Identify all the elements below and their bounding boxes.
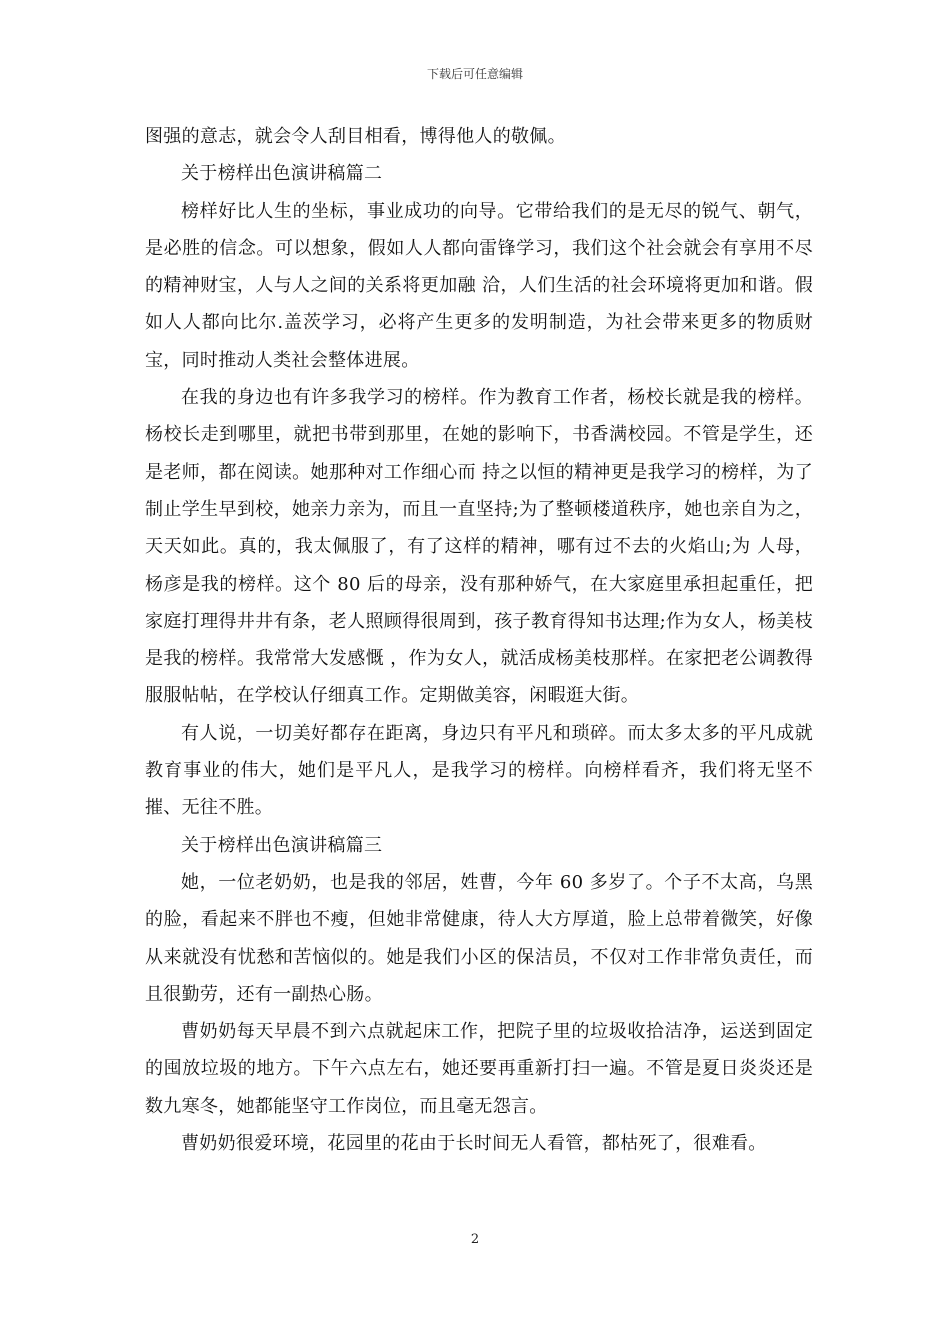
paragraph: 图强的意志，就会令人刮目相看，博得他人的敬佩。 xyxy=(145,126,566,147)
page-number: 2 xyxy=(470,1232,480,1247)
paragraph: 榜样好比人生的坐标，事业成功的向导。它带给我们的是无尽的锐气、朝气，是必胜的信念。可以想象，假如人人都向雷锋学习，我们这个社会就会有享用不尽的精神财宝，人与人之间的关系将更加融 洽，人们生活的社会环境将更加和谐。假如人人都向比尔.盖茨学习，必将产生更多的发明制造，为社会带来更多的物质财宝，同时推动人类社会整体进展。 xyxy=(145,200,813,371)
paragraph: 在我的身边也有许多我学习的榜样。作为教育工作者，杨校长就是我的榜样。杨校长走到哪里，就把书带到那里，在她的影响下，书香满校园。不管是学生，还是老师，都在阅读。她那种对工作细心而 持之以恒的精神更是我学习的榜样，为了制止学生早到校，她亲力亲为，而且一直坚持;为了整顿楼道秩序，她也亲自为之，天天如此。真的，我太佩服了，有了这样的精神，哪有过不去的火焰山;为 人母，杨彦是我的榜样。这个 80 后的母亲，没有那种娇气，在大家庭里承担起重任，把家庭打理得井井有条，老人照顾得很周到，孩子教育得知书达理;作为女人，杨美枝是我的榜样。我常常大发感慨 ，作为女人，就活成杨美枝那样。在家把老公调教得服服帖帖，在学校认仔细真工作。定期做美容，闲暇逛大街。 xyxy=(145,387,813,707)
section-heading: 关于榜样出色演讲稿篇二 xyxy=(181,163,383,185)
paragraph: 曹奶奶每天早晨不到六点就起床工作，把院子里的垃圾收拾洁净，运送到固定的囤放垃圾的地方。下午六点左右，她还要再重新打扫一遍。不管是夏日炎炎还是数九寒冬，她都能坚守工作岗位，而且毫无怨言。 xyxy=(145,1021,813,1117)
paragraph: 曹奶奶很爱环境，花园里的花由于长时间无人看管，都枯死了，很难看。 xyxy=(181,1133,767,1155)
document-body xyxy=(145,118,813,1162)
page-header: 下载后可任意编辑 xyxy=(426,67,523,81)
paragraph: 她，一位老奶奶，也是我的邻居，姓曹，今年 60 多岁了。个子不太高，乌黑的脸，看起来不胖也不瘦，但她非常健康，待人大方厚道，脸上总带着微笑，好像从来就没有忧愁和苦恼似的。她是我们小区的保洁员，不仅对工作非常负责任，而且很勤劳，还有一副热心肠。 xyxy=(145,871,813,1005)
paragraph: 有人说，一切美好都存在距离，身边只有平凡和琐碎。而太多太多的平凡成就教育事业的伟大，她们是平凡人，是我学习的榜样。向榜样看齐，我们将无坚不摧、无往不胜。 xyxy=(145,722,813,819)
section-heading: 关于榜样出色演讲稿篇三 xyxy=(181,834,383,856)
